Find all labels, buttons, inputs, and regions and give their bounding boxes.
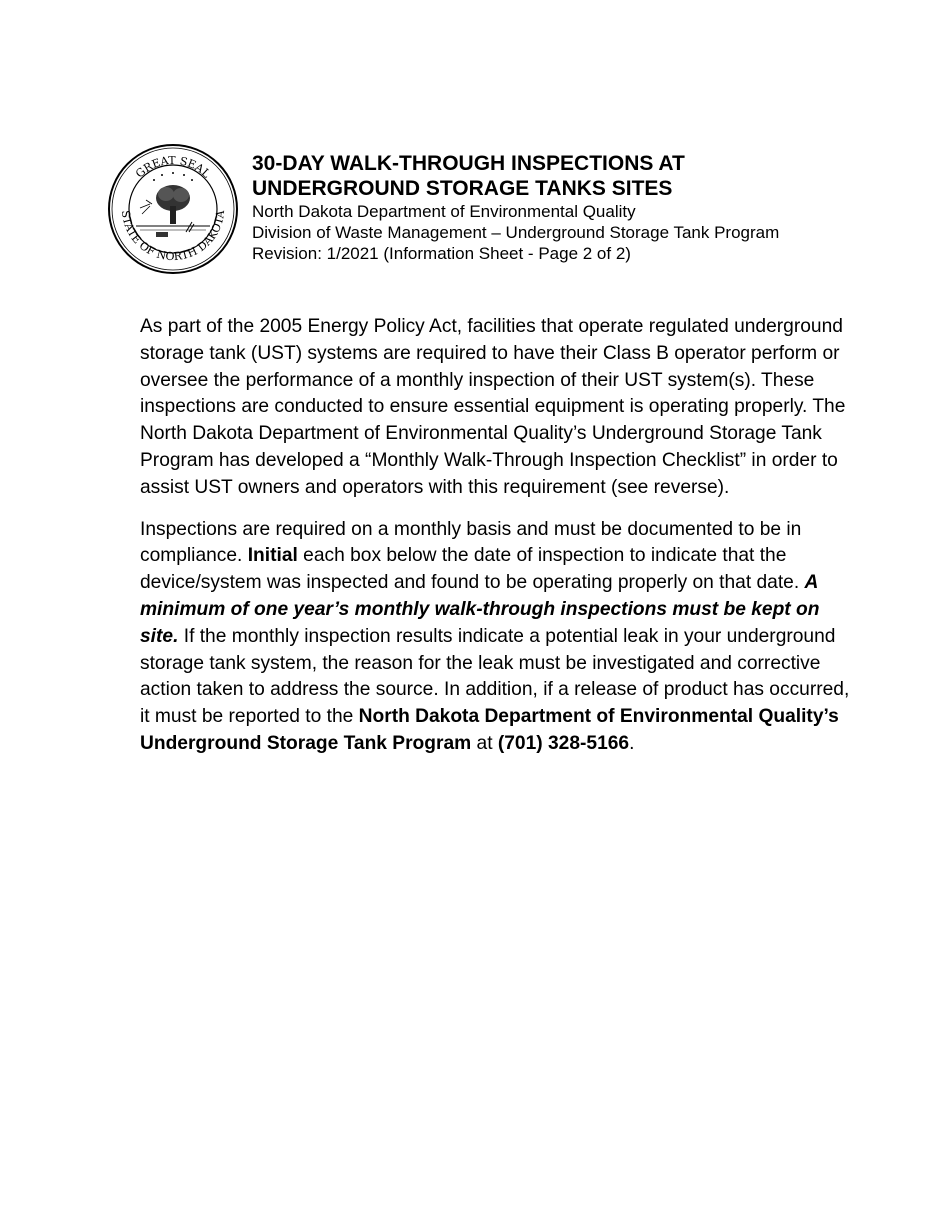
agency-name-emphasis: North Dakota Department of Environmental Quality’s Underground Storage Tank Program <box>140 706 839 754</box>
revision-line: Revision: 1/2021 (Information Sheet - Page 2 of 2) <box>252 244 631 263</box>
north-dakota-seal-icon <box>106 142 240 276</box>
paragraph-text: at <box>471 732 498 754</box>
document-title-line-2: UNDERGROUND STORAGE TANKS SITES <box>252 177 673 200</box>
phone-number: (701) 328-5166 <box>497 732 630 754</box>
division-name: Division of Waste Management – Underground Storage Tank Program <box>252 223 780 242</box>
document-title-line-1: 30-DAY WALK-THROUGH INSPECTIONS AT <box>252 152 685 175</box>
department-name: North Dakota Department of Environmental Quality <box>252 202 636 221</box>
paragraph-text: Inspections are required on a monthly basis and must be documented to be in compliance. <box>140 518 802 567</box>
paragraph-inspection-requirements <box>140 517 850 758</box>
paragraph-energy-policy: As part of the 2005 Energy Policy Act, facilities that operate regulated underground storage tank (UST) systems are required to have their Class B operator perform or oversee the performance of a monthly inspection of their UST system(s). These inspections are conducted to ensure essential equipment is operating properly. The North Dakota Department of Environmental Quality’s Underground Storage Tank Program has developed a “Monthly Walk-Through Inspection Checklist” in order to assist UST owners and operators with this requirement (see reverse). <box>140 316 846 498</box>
paragraph-text: If the monthly inspection results indicate a potential leak in your underground storage tank system, the reason for the leak must be investigated and corrective action taken to address the source. In addition, if a release of product has occurred, it must be reported to the <box>140 625 850 728</box>
initial-emphasis: Initial <box>247 545 298 567</box>
document-body <box>140 314 850 773</box>
svg-text:GREAT SEAL: GREAT SEAL <box>133 153 213 181</box>
paragraph-text: . <box>629 732 635 754</box>
document-header <box>252 151 892 264</box>
svg-text:STATE OF NORTH DAKOTA: STATE OF NORTH DAKOTA <box>118 209 228 264</box>
record-keeping-emphasis: A minimum of one year’s monthly walk-through inspections must be kept on site. <box>140 572 820 647</box>
paragraph-text: each box below the date of inspection to indicate that the device/system was inspected and found to be operating properly on that date. <box>140 545 805 594</box>
